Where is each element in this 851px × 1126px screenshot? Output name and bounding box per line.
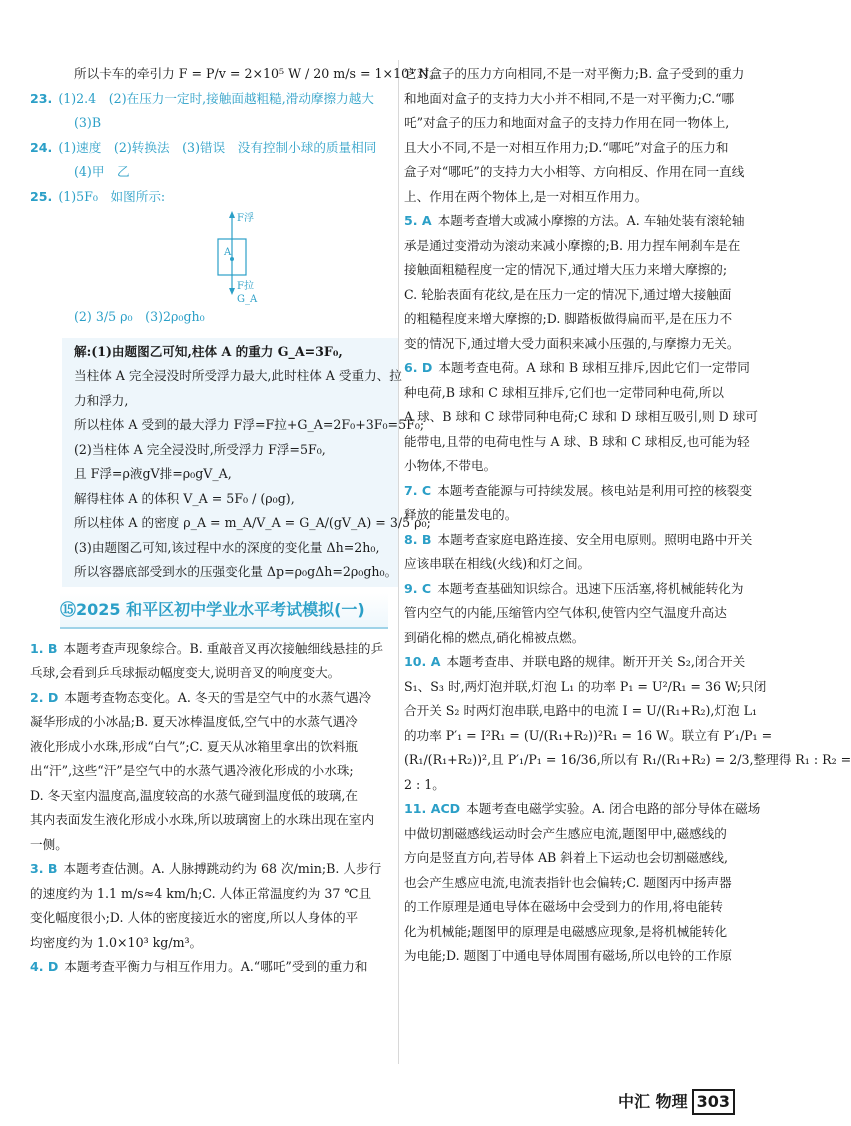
question-number: 10. A	[404, 654, 441, 669]
answer-text: 方向是竖直方向,若导体 AB 斜着上下运动也会切割磁感线,	[404, 850, 729, 865]
answer-text: 本题考查声现象综合。B. 重敲音叉再次接触细线悬挂的乒	[63, 640, 384, 656]
answer-text: (1)5F₀ 如图所示:	[58, 188, 166, 204]
answer-text: 承是通过变滑动为滚动来减小摩擦的;B. 用力捏车闸刹车是在	[404, 237, 741, 253]
question-number: 7. C	[404, 482, 432, 498]
answer-text: 的速度约为 1.1 m/s≈4 km/h;C. 人体正常温度约为 37 ℃且	[30, 885, 372, 901]
solution-line: 当柱体 A 完全浸没时所受浮力最大,此时柱体 A 受重力、拉	[74, 368, 402, 383]
answer-text: 变化幅度很小;D. 人体的密度接近水的密度,所以人身体的平	[30, 910, 359, 925]
answer-text: 合开关 S₂ 时两灯泡串联,电路中的电流 I = U/(R₁+R₂),灯泡 L₁	[404, 703, 758, 718]
section-title: ⑮2025 和平区初中学业水平考试模拟(一)	[60, 593, 388, 629]
label-a: A	[224, 247, 232, 258]
answer-text: 一侧。	[30, 836, 68, 852]
answer-text: 本题考查电荷。A 球和 B 球相互排斥,因此它们一定带同	[438, 360, 750, 375]
answer-text: (R₁/(R₁+R₂))²,且 P′₁/P₁ = 16/36,所以有 R₁/(R₁+R₂) = 2/3,整理得 R₁ : R₂ =	[404, 752, 851, 767]
answer-text: 盒子对“哪吒”的支持力大小相等、方向相反、作用在同一直线	[404, 164, 745, 179]
force-diagram	[30, 209, 396, 305]
answer-text: 本题考查能源与可持续发展。核电站是利用可控的核裂变	[437, 482, 753, 498]
answer-text: 应该串联在相线(火线)和灯之间。	[404, 556, 591, 571]
answer-text: 凝华形成的小冰晶;B. 夏天冰棒温度低,空气中的水蒸气遇冷	[30, 714, 358, 729]
answer-text: 为电能;D. 题图丁中通电导体周围有磁场,所以电铃的工作原	[404, 948, 733, 963]
question-number: 6. D	[404, 360, 433, 375]
answer-text: A 球、B 球和 C 球带同种电荷;C 球和 D 球相互吸引,则 D 球可	[404, 409, 758, 424]
solution-line: (3)由题图乙可知,该过程中水的深度的变化量 Δh=2h₀,	[74, 539, 380, 555]
answer-text: 且大小不同,不是一对相互作用力;D.“哪吒”对盒子的压力和	[404, 139, 729, 155]
arrow-head	[229, 288, 235, 295]
answer-text: 的功率 P′₁ = I²R₁ = (U/(R₁+R₂))²R₁ = 16 W。联立有 P′₁/P₁ =	[404, 727, 773, 743]
answer-text: 本题考查串、并联电路的规律。断开开关 S₂,闭合开关	[446, 654, 746, 669]
answer-text: 均密度约为 1.0×10³ kg/m³。	[30, 934, 203, 950]
answer-text: 它对盒子的压力方向相同,不是一对平衡力;B. 盒子受到的重力	[404, 66, 745, 81]
question-number: 1. B	[30, 640, 58, 656]
question-number: 11. ACD	[404, 801, 461, 816]
answer-text: 出“汗”,这些“汗”是空气中的水蒸气遇冷液化形成的小水珠;	[30, 763, 354, 778]
answer-text: (2) 3/5 ρ₀ (3)2ρ₀gh₀	[74, 309, 205, 324]
label-f-buoyancy: F浮	[237, 213, 254, 224]
answer-text: (4)甲 乙	[74, 164, 130, 179]
question-number: 4. D	[30, 959, 59, 974]
solution-line: 解得柱体 A 的体积 V_A = 5F₀ / (ρ₀g),	[74, 490, 295, 506]
answer-text: 也会产生感应电流,电流表指针也会偏转;C. 题图丙中扬声器	[404, 874, 732, 890]
solution-line: 所以柱体 A 的密度 ρ_A = m_A/V_A = G_A/(gV_A) = 3/5 ρ₀;	[74, 515, 431, 530]
answer-text: 中做切割磁感线运动时会产生感应电流,题图甲中,磁感线的	[404, 825, 727, 841]
question-number: 3. B	[30, 861, 58, 876]
answer-text: 接触面粗糙程度一定的情况下,通过增大压力来增大摩擦的;	[404, 262, 728, 277]
answer-text: 吒”对盒子的压力和地面对盒子的支持力作用在同一物体上,	[404, 115, 730, 130]
text-line: 所以卡车的牵引力 F = P/v = 2×10⁵ W / 20 m/s = 1×10⁴ N。	[74, 66, 442, 81]
answer-text: (1)2.4 (2)在压力一定时,接触面越粗糙,滑动摩擦力越大	[58, 90, 374, 106]
answer-text: 本题考查平衡力与相互作用力。A.“哪吒”受到的重力和	[64, 959, 368, 974]
answer-text: (3)B	[74, 115, 102, 130]
answer-text: 能带电,且带的电荷电性与 A 球、B 球和 C 球相反,也可能为轻	[404, 433, 750, 449]
solution-line: 解:(1)由题图乙可知,柱体 A 的重力 G_A=3F₀,	[74, 343, 343, 359]
question-number: 2. D	[30, 689, 59, 705]
label-g-a: G_A	[237, 294, 258, 305]
question-number: 24.	[30, 139, 53, 155]
answer-text: D. 冬天室内温度高,温度较高的水蒸气碰到温度低的玻璃,在	[30, 787, 358, 803]
answer-text: 本题考查家庭电路连接、安全用电原则。照明电路中开关	[437, 531, 753, 547]
answer-text: 本题考查增大或减小摩擦的方法。A. 车轴处装有滚轮轴	[437, 213, 745, 228]
label-f-tension: F拉	[237, 281, 254, 292]
solution-line: 所以容器底部受到水的压强变化量 Δp=ρ₀gΔh=2ρ₀gh₀。	[74, 564, 398, 579]
question-number: 8. B	[404, 531, 432, 547]
answer-text: 的粗糙程度来增大摩擦的;D. 脚踏板做得扁而平,是在压力不	[404, 311, 733, 326]
answer-text: 乓球,会看到乒乓球振动幅度变大,说明音叉的响度变大。	[30, 665, 341, 680]
answer-text: 管内空气的内能,压缩管内空气体积,使管内空气温度升高达	[404, 605, 727, 620]
solution-line: 力和浮力,	[74, 392, 129, 408]
answer-text: 和地面对盒子的支持力大小并不相同,不是一对平衡力;C.“哪	[404, 90, 735, 106]
answer-text: 小物体,不带电。	[404, 458, 497, 473]
question-number: 5. A	[404, 213, 432, 228]
answer-text: 本题考查电磁学实验。A. 闭合电路的部分导体在磁场	[466, 801, 761, 816]
answer-text: 液化形成小水珠,形成“白气”;C. 夏天从冰箱里拿出的饮料瓶	[30, 738, 358, 754]
force-diagram-svg	[30, 209, 396, 305]
answer-text: S₁、S₃ 时,两灯泡并联,灯泡 L₁ 的功率 P₁ = U²/R₁ = 36 W;只闭	[404, 678, 767, 694]
question-number: 9. C	[404, 580, 432, 596]
page-number: 303	[692, 1089, 735, 1115]
answer-text: 本题考查估测。A. 人脉搏跳动约为 68 次/min;B. 人步行	[63, 861, 382, 876]
answer-text: 到硝化棉的燃点,硝化棉被点燃。	[404, 629, 585, 645]
answer-text: 种电荷,B 球和 C 球相互排斥,它们也一定带同种电荷,所以	[404, 384, 724, 400]
solution-line: 所以柱体 A 受到的最大浮力 F浮=F拉+G_A=2F₀+3F₀=5F₀;	[74, 417, 425, 432]
page-footer	[618, 1088, 735, 1116]
question-number: 25.	[30, 188, 53, 204]
answer-text: (1)速度 (2)转换法 (3)错误 没有控制小球的质量相同	[58, 139, 377, 155]
answer-text: 化为机械能;题图甲的原理是电磁感应现象,是将机械能转化	[404, 923, 728, 939]
answer-text: 本题考查基础知识综合。迅速下压活塞,将机械能转化为	[437, 580, 744, 596]
brand-label: 中汇 物理	[618, 1092, 688, 1111]
answer-text: 释放的能量发电的。	[404, 507, 518, 522]
answer-text: 变的情况下,通过增大受力面积来减小压强的,与摩擦力无关。	[404, 335, 740, 351]
question-number: 23.	[30, 90, 53, 106]
solution-line: 且 F浮=ρ液gV排=ρ₀gV_A,	[74, 466, 232, 481]
arrow-head	[229, 211, 235, 218]
right-column	[404, 62, 851, 969]
answer-text: C. 轮胎表面有花纹,是在压力一定的情况下,通过增大接触面	[404, 286, 732, 302]
column-divider	[398, 60, 399, 1064]
answer-text: 2 : 1。	[404, 776, 445, 792]
solution-line: (2)当柱体 A 完全浸没时,所受浮力 F浮=5F₀,	[74, 441, 326, 457]
answer-text: 本题考查物态变化。A. 冬天的雪是空气中的水蒸气遇冷	[64, 689, 372, 705]
answer-text: 上、作用在两个物体上,是一对相互作用力。	[404, 188, 648, 204]
answer-text: 的工作原理是通电导体在磁场中会受到力的作用,将电能转	[404, 899, 723, 914]
answer-text: 其内表面发生液化形成小水珠,所以玻璃窗上的水珠出现在室内	[30, 812, 375, 827]
